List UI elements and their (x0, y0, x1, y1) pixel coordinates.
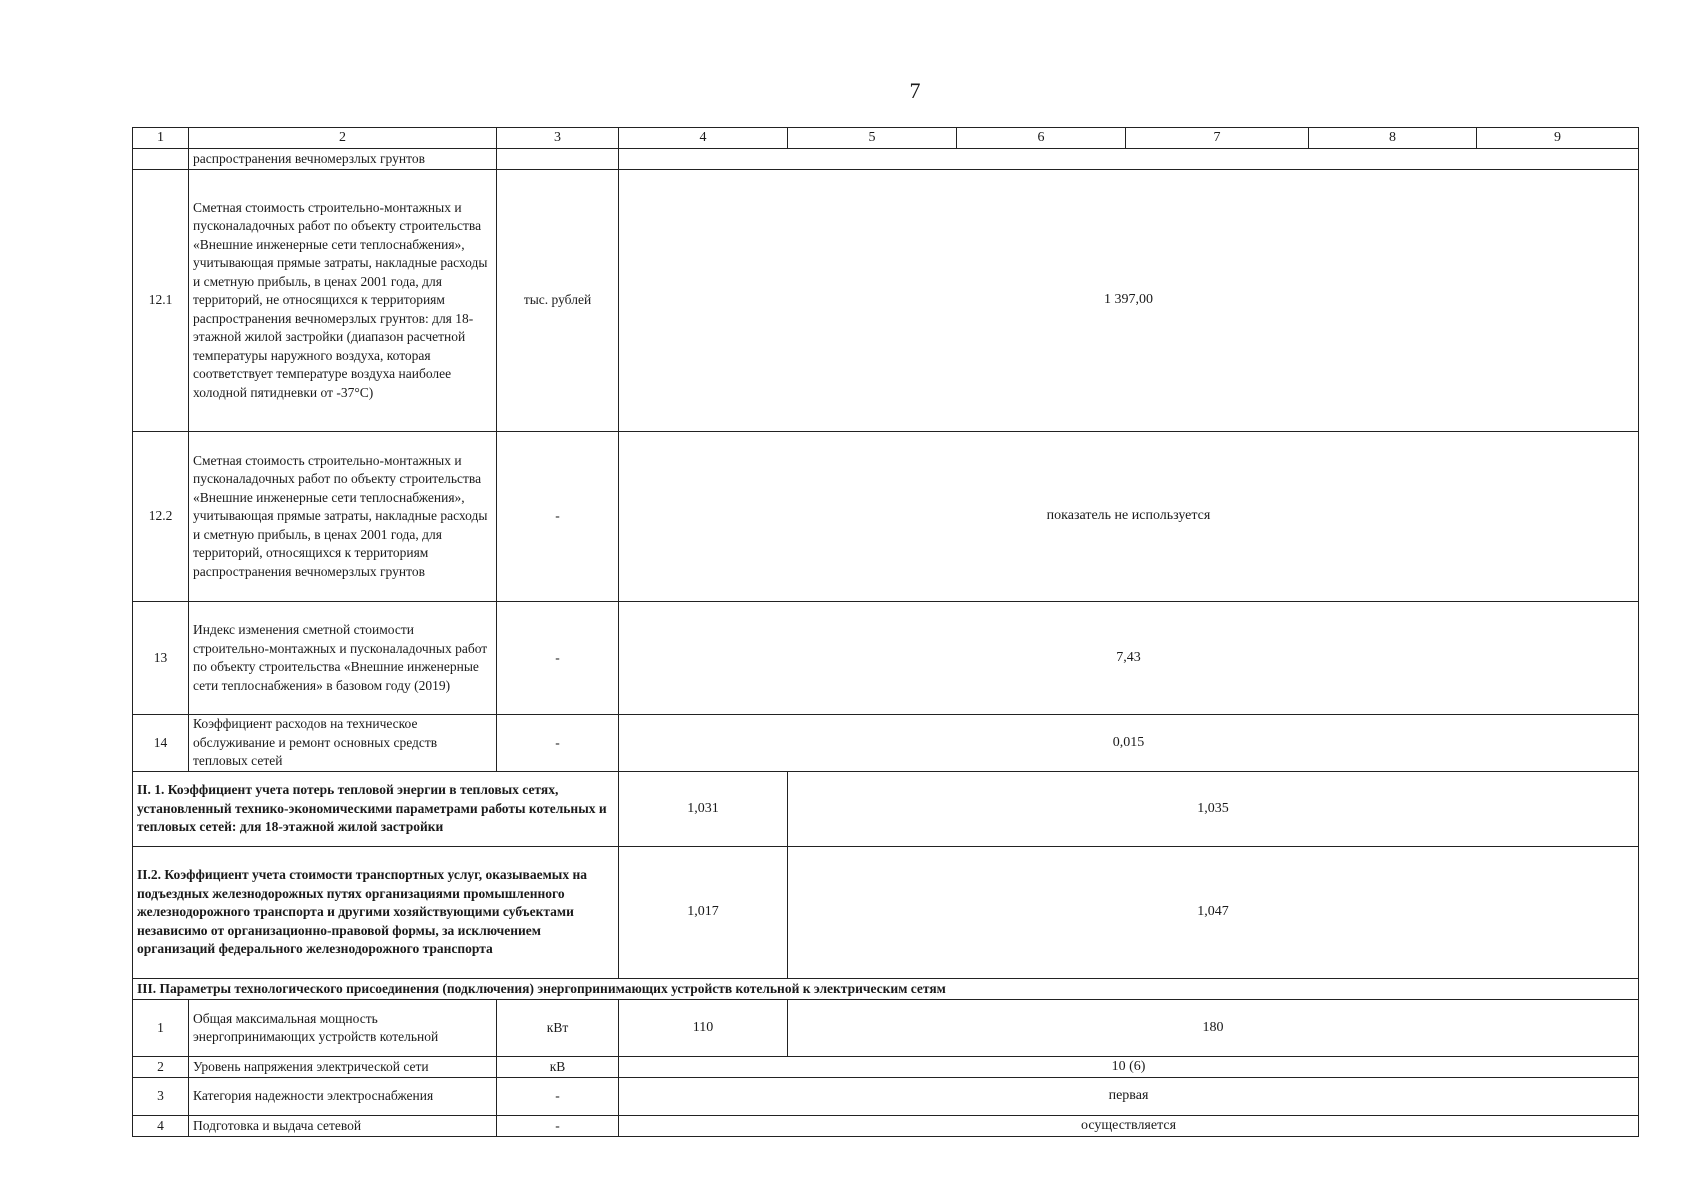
row-value: 10 (6) (619, 1057, 1639, 1078)
row-name: Коэффициент расходов на техническое обслуживание и ремонт основных средств тепловых сетей (189, 715, 497, 772)
column-number-row (133, 128, 1639, 149)
table-row (133, 1078, 1639, 1116)
table-row (133, 1057, 1639, 1078)
row-number: 13 (133, 602, 189, 715)
table-row (133, 170, 1639, 432)
column-header: 9 (1477, 128, 1639, 149)
row-value: 7,43 (619, 602, 1639, 715)
section-2-1-title: II. 1. Коэффициент учета потерь тепловой энергии в тепловых сетях, установленный технико-экономическими параметрами работы котельных и тепловых сетей: для 18-этажной жилой застройки (133, 772, 619, 847)
section-2-2-title: II.2. Коэффициент учета стоимости транспортных услуг, оказываемых на подъездных железнодорожных путях организациями промышленного железнодорожного транспорта и другими хозяйствующими субъектами независимо от организационно-правовой формы, за исключением организаций федерального железнодорожного транспорта (133, 847, 619, 979)
row-name: Сметная стоимость строительно-монтажных и пусконаладочных работ по объекту строительства «Внешние инженерные сети теплоснабжения», учитывающая прямые затраты, накладные расходы и сметную прибыль, в ценах 2001 года, для территорий, относящихся к территориям распространения вечномерзлых грунтов (189, 432, 497, 602)
table-row (133, 149, 1639, 170)
row-unit: - (497, 432, 619, 602)
column-header: 3 (497, 128, 619, 149)
row-number: 1 (133, 1000, 189, 1057)
row-number: 2 (133, 1057, 189, 1078)
column-header: 1 (133, 128, 189, 149)
row-number: 3 (133, 1078, 189, 1116)
row-unit: тыс. рублей (497, 170, 619, 432)
column-header: 5 (788, 128, 957, 149)
row-name: Категория надежности электроснабжения (189, 1078, 497, 1116)
row-value-col4: 110 (619, 1000, 788, 1057)
table-row (133, 432, 1639, 602)
row-number (133, 149, 189, 170)
column-header: 6 (957, 128, 1126, 149)
row-name: Подготовка и выдача сетевой (189, 1116, 497, 1137)
row-number: 14 (133, 715, 189, 772)
column-header: 4 (619, 128, 788, 149)
row-unit: - (497, 602, 619, 715)
row-number: 4 (133, 1116, 189, 1137)
row-value-rest: 180 (788, 1000, 1639, 1057)
row-unit: кВ (497, 1057, 619, 1078)
section-2-1-value-rest: 1,035 (788, 772, 1639, 847)
row-name: Уровень напряжения электрической сети (189, 1057, 497, 1078)
row-unit: кВт (497, 1000, 619, 1057)
row-value (619, 149, 1639, 170)
column-header: 2 (189, 128, 497, 149)
row-value: 0,015 (619, 715, 1639, 772)
table-row (133, 602, 1639, 715)
table-row (133, 1000, 1639, 1057)
page-number: 7 (909, 78, 921, 103)
row-value: показатель не используется (619, 432, 1639, 602)
row-name: распространения вечномерзлых грунтов (189, 149, 497, 170)
section-2-1-value-col4: 1,031 (619, 772, 788, 847)
column-header: 8 (1309, 128, 1477, 149)
table-row (133, 1116, 1639, 1137)
section-2-2-value-rest: 1,047 (788, 847, 1639, 979)
row-name: Общая максимальная мощность энергопринимающих устройств котельной (189, 1000, 497, 1057)
row-name: Индекс изменения сметной стоимости строительно-монтажных и пусконаладочных работ по объекту строительства «Внешние инженерные сети теплоснабжения» в базовом году (2019) (189, 602, 497, 715)
section-2-2-value-col4: 1,017 (619, 847, 788, 979)
row-number: 12.2 (133, 432, 189, 602)
row-value: 1 397,00 (619, 170, 1639, 432)
row-unit: - (497, 1116, 619, 1137)
row-value: первая (619, 1078, 1639, 1116)
section-3-title: III. Параметры технологического присоединения (подключения) энергопринимающих устройств котельной к электрическим сетям (133, 979, 1639, 1000)
parameters-table (132, 127, 1639, 1137)
section-2-2-row (133, 847, 1639, 979)
row-unit: - (497, 1078, 619, 1116)
row-name: Сметная стоимость строительно-монтажных и пусконаладочных работ по объекту строительства «Внешние инженерные сети теплоснабжения», учитывающая прямые затраты, накладные расходы и сметную прибыль, в ценах 2001 года, для территорий, не относящихся к территориям распространения вечномерзлых грунтов: для 18-этажной жилой застройки (диапазон расчетной температуры наружного воздуха, которая соответствует температуре воздуха наиболее холодной пятидневки от -37°С) (189, 170, 497, 432)
row-number: 12.1 (133, 170, 189, 432)
column-header: 7 (1126, 128, 1309, 149)
row-unit: - (497, 715, 619, 772)
table-row (133, 715, 1639, 772)
row-value: осуществляется (619, 1116, 1639, 1137)
section-3-heading-row (133, 979, 1639, 1000)
section-2-1-row (133, 772, 1639, 847)
row-unit (497, 149, 619, 170)
